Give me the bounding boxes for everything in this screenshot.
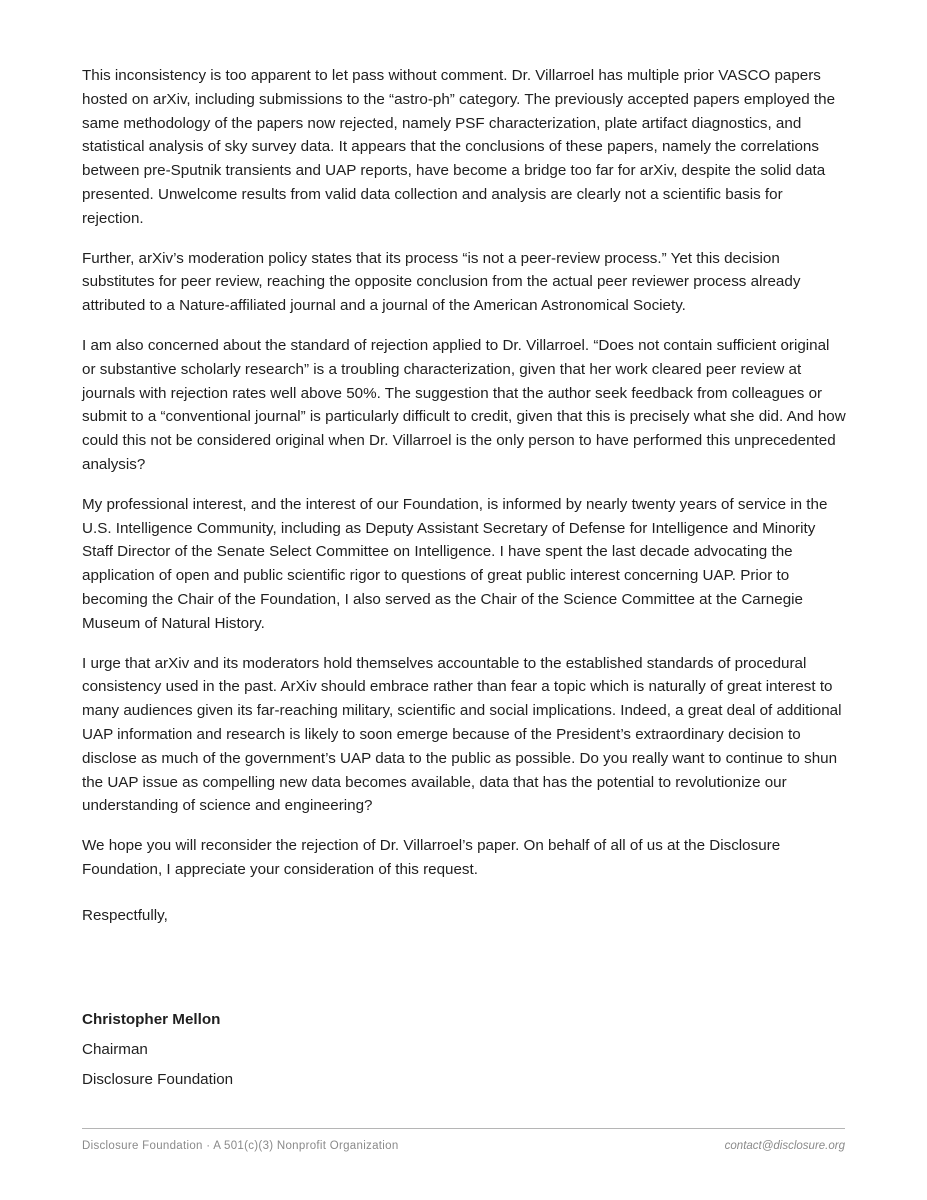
paragraph: I am also concerned about the standard of rejection applied to Dr. Villarroel. “Does not contain sufficient original or substantive scholarly research” is a troubling characterization, given that her work cleared peer review at journals with rejection rates well above 50%. The suggestion that the author seek feedback from colleagues or submit to a “conventional journal” is particularly difficult to credit, given that this is precisely what she did. And how could this not be considered original when Dr. Villarroel is the only person to have performed this unprecedented analysis? [82,336,846,473]
footer-divider [82,1128,845,1129]
paragraph: Further, arXiv’s moderation policy states that its process “is not a peer-review process.” Yet this decision substitutes for peer review, reaching the opposite conclusion from the actual peer reviewer process already attributed to a Nature-affiliated journal and a journal of the American Astronomical Society. [82,249,801,315]
footer-contact-email[interactable]: contact@disclosure.org [724,1140,845,1152]
footer-organization: Disclosure Foundation · A 501(c)(3) Nonprofit Organization [82,1140,399,1152]
signatory-organization: Disclosure Foundation [82,1071,234,1088]
signatory-title: Chairman [82,1041,148,1058]
signature-block [82,1005,233,1095]
paragraph: This inconsistency is too apparent to let pass without comment. Dr. Villarroel has multiple prior VASCO papers hosted on arXiv, including submissions to the “astro-ph” category. The previously accepted papers employed the same methodology of the papers now rejected, namely PSF characterization, plate artifact diagnostics, and statistical analysis of sky survey data. It appears that the conclusions of these papers, namely the correlations between pre-Sputnik transients and UAP reports, have become a bridge too far for arXiv, despite the solid data presented. Unwelcome results from valid data collection and analysis are clearly not a scientific basis for rejection. [82,67,836,227]
paragraph: My professional interest, and the interest of our Foundation, is informed by nearly twenty years of service in the U.S. Intelligence Community, including as Deputy Assistant Secretary of Defense for Intelligence and Minority Staff Director of the Senate Select Committee on Intelligence. I have spent the last decade advocating the application of open and public scientific rigor to questions of great public interest concerning UAP. Prior to becoming the Chair of the Foundation, I also served as the Chair of the Science Committee at the Carnegie Museum of Natural History. [82,495,828,632]
closing: Respectfully, [82,906,168,924]
paragraph: I urge that arXiv and its moderators hold themselves accountable to the established standards of procedural consistency used in the past. ArXiv should embrace rather than fear a topic which is naturally of great interest to many audiences given its far-reaching military, scientific and social implications. Indeed, a great deal of additional UAP information and research is likely to soon emerge because of the President’s extraordinary decision to disclose as much of the government’s UAP data to the public as possible. Do you really want to continue to shun the UAP issue as compelling new data becomes available, data that has the potential to revolutionize our understanding of science and engineering? [82,654,842,815]
signatory-name: Christopher Mellon [82,1011,221,1028]
letter-body [82,64,847,928]
paragraph: We hope you will reconsider the rejection of Dr. Villarroel’s paper. On behalf of all of us at the Disclosure Foundation, I appreciate your consideration of this request. [82,837,781,878]
